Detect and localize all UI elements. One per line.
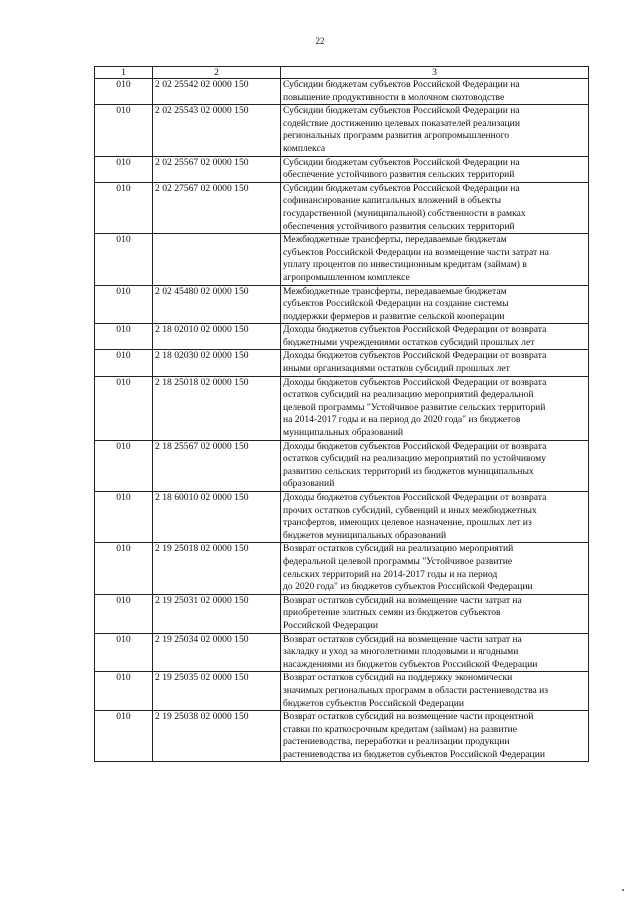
- revenue-name-line: софинансирование капитальных вложений в объекты: [283, 195, 502, 207]
- admin-code-cell: 010: [95, 376, 153, 440]
- revenue-name-line: региональных программ развития агропромышленного: [283, 130, 510, 142]
- revenue-name-line: федеральной целевой программы "Устойчивое развитие: [283, 555, 513, 567]
- revenue-name-line: развитию сельских территорий из бюджетов муниципальных: [283, 465, 534, 477]
- table-body: [95, 79, 589, 762]
- revenue-name-line: Субсидии бюджетам субъектов Российской Федерации на: [283, 156, 520, 168]
- revenue-name-line: трансфертов, имеющих целевое назначение, прошлых лет из: [283, 517, 532, 529]
- revenue-name-line: бюджетными учреждениями остатков субсидий прошлых лет: [283, 336, 535, 348]
- table-row: [95, 492, 589, 543]
- table-row: [95, 672, 589, 711]
- revenue-name-line: сельских территорий на 2014-2017 годы и на период: [283, 568, 498, 580]
- revenue-name-cell: [281, 543, 589, 594]
- revenue-name-line: обеспечение устойчивого развития сельских территорий: [283, 169, 515, 181]
- admin-code-cell: 010: [95, 234, 153, 285]
- revenue-name-cell: [281, 79, 589, 105]
- table-row: [95, 105, 589, 156]
- table-row: [95, 156, 589, 182]
- revenue-name-line: государственной (муниципальной) собственности в рамках: [283, 207, 526, 219]
- revenue-name-line: Доходы бюджетов субъектов Российской Федерации от возврата: [283, 492, 547, 503]
- revenue-name-line: бюджетов субъектов Российской Федерации: [283, 697, 464, 709]
- revenue-name-line: Возврат остатков субсидий на возмещение части затрат на: [283, 594, 522, 606]
- scan-mark: [622, 889, 624, 891]
- revenue-name-cell: [281, 711, 589, 762]
- revenue-name-cell: [281, 234, 589, 285]
- revenue-name-line: уплату процентов по инвестиционным кредитам (займам) в: [283, 259, 527, 271]
- revenue-name-cell: [281, 324, 589, 350]
- column-header-1: 1: [95, 67, 153, 79]
- revenue-name-line: прочих остатков субсидий, субвенций и иных межбюджетных: [283, 504, 537, 516]
- revenue-name-line: до 2020 года" из бюджетов субъектов Российской Федерации: [283, 581, 533, 593]
- revenue-name-line: поддержки фермеров и развитие сельской кооперации: [283, 310, 505, 322]
- admin-code-cell: 010: [95, 285, 153, 324]
- admin-code-cell: 010: [95, 594, 153, 633]
- admin-code-cell: 010: [95, 79, 153, 105]
- revenue-name-line: Субсидии бюджетам субъектов Российской Федерации на: [283, 79, 520, 90]
- revenue-name-line: Субсидии бюджетам субъектов Российской Федерации на: [283, 105, 520, 117]
- revenue-name-cell: [281, 350, 589, 376]
- revenue-name-line: на 2014-2017 годы и на период до 2020 года" из бюджетов: [283, 414, 521, 426]
- table-row: [95, 376, 589, 440]
- table-row: [95, 234, 589, 285]
- budget-code-cell: 2 18 25018 02 0000 150: [153, 376, 281, 440]
- revenue-name-line: Межбюджетные трансферты, передаваемые бюджетам: [283, 234, 507, 246]
- revenue-name-cell: [281, 105, 589, 156]
- revenue-name-cell: [281, 376, 589, 440]
- admin-code-cell: 010: [95, 492, 153, 543]
- revenue-name-line: комплекса: [283, 142, 326, 154]
- revenue-name-cell: [281, 633, 589, 672]
- revenue-name-line: Возврат остатков субсидий на возмещение части затрат на: [283, 633, 522, 645]
- column-header-2: 2: [153, 67, 281, 79]
- table-row: [95, 543, 589, 594]
- budget-code-cell: 2 19 25035 02 0000 150: [153, 672, 281, 711]
- revenue-name-line: остатков субсидий на реализацию мероприятий федеральной: [283, 389, 534, 401]
- revenue-name-line: Доходы бюджетов субъектов Российской Федерации от возврата: [283, 440, 547, 452]
- column-header-3: 3: [281, 67, 589, 79]
- revenue-name-line: муниципальных образований: [283, 427, 404, 439]
- admin-code-cell: 010: [95, 711, 153, 762]
- table-row: [95, 350, 589, 376]
- budget-code-cell: 2 19 25034 02 0000 150: [153, 633, 281, 672]
- revenue-name-cell: [281, 440, 589, 491]
- revenue-name-line: остатков субсидий на реализацию мероприятий по устойчивому: [283, 453, 546, 465]
- table-row: [95, 594, 589, 633]
- table-row: [95, 633, 589, 672]
- revenue-name-line: значимых региональных программ в области растениеводства из: [283, 684, 549, 696]
- admin-code-cell: 010: [95, 672, 153, 711]
- revenue-name-line: агропромышленном комплексе: [283, 271, 410, 283]
- revenue-name-cell: [281, 492, 589, 543]
- revenue-name-line: иными организациями остатков субсидий прошлых лет: [283, 363, 510, 375]
- revenue-name-line: содействие достижению целевых показателей реализации: [283, 117, 520, 129]
- admin-code-cell: 010: [95, 156, 153, 182]
- revenue-name-cell: [281, 285, 589, 324]
- table-header-row: [95, 67, 589, 79]
- revenue-name-line: Доходы бюджетов субъектов Российской Федерации от возврата: [283, 350, 547, 362]
- table-row: [95, 324, 589, 350]
- revenue-name-line: закладку и уход за многолетними плодовыми и ягодными: [283, 646, 519, 658]
- admin-code-cell: 010: [95, 440, 153, 491]
- admin-code-cell: 010: [95, 543, 153, 594]
- budget-code-cell: 2 19 25018 02 0000 150: [153, 543, 281, 594]
- revenue-name-line: Российской Федерации: [283, 619, 378, 631]
- revenue-name-line: бюджетов муниципальных образований: [283, 529, 447, 541]
- budget-code-cell: 2 18 02030 02 0000 150: [153, 350, 281, 376]
- budget-code-cell: 2 19 25038 02 0000 150: [153, 711, 281, 762]
- revenue-name-cell: [281, 594, 589, 633]
- budget-code-cell: 2 02 25567 02 0000 150: [153, 156, 281, 182]
- revenue-name-cell: [281, 672, 589, 711]
- revenue-name-line: Доходы бюджетов субъектов Российской Федерации от возврата: [283, 376, 547, 388]
- table-row: [95, 79, 589, 105]
- revenue-name-line: Субсидии бюджетам субъектов Российской Федерации на: [283, 182, 520, 194]
- budget-code-cell: 2 02 45480 02 0000 150: [153, 285, 281, 324]
- budget-code-cell: 2 02 27567 02 0000 150: [153, 182, 281, 233]
- revenue-name-line: образований: [283, 478, 335, 490]
- table-row: [95, 711, 589, 762]
- admin-code-cell: 010: [95, 324, 153, 350]
- admin-code-cell: 010: [95, 350, 153, 376]
- revenue-name-line: приобретение элитных семян из бюджетов субъектов: [283, 607, 501, 619]
- revenue-name-line: растениеводства, переработки и реализации продукции: [283, 736, 510, 748]
- budget-code-cell: [153, 234, 281, 285]
- revenue-name-line: ставки по краткосрочным кредитам (займам) на развитие: [283, 723, 518, 735]
- revenue-name-line: обеспечения устойчивого развития сельских территорий: [283, 220, 515, 232]
- page-number: 22: [315, 36, 325, 46]
- revenue-name-cell: [281, 182, 589, 233]
- revenue-name-line: Возврат остатков субсидий на возмещение части процентной: [283, 711, 534, 723]
- budget-code-cell: 2 02 25542 02 0000 150: [153, 79, 281, 105]
- admin-code-cell: 010: [95, 182, 153, 233]
- revenue-name-line: Возврат остатков субсидий на реализацию мероприятий: [283, 543, 514, 555]
- revenue-name-line: повышение продуктивности в молочном скотоводстве: [283, 91, 505, 103]
- revenue-classification-table: [94, 66, 589, 762]
- revenue-name-line: Возврат остатков субсидий на поддержку экономически: [283, 672, 513, 684]
- admin-code-cell: 010: [95, 105, 153, 156]
- budget-code-cell: 2 19 25031 02 0000 150: [153, 594, 281, 633]
- admin-code-cell: 010: [95, 633, 153, 672]
- budget-code-cell: 2 02 25543 02 0000 150: [153, 105, 281, 156]
- revenue-name-line: субъектов Российской Федерации на возмещение части затрат на: [283, 246, 549, 258]
- budget-code-cell: 2 18 25567 02 0000 150: [153, 440, 281, 491]
- table-row: [95, 285, 589, 324]
- budget-code-cell: 2 18 02010 02 0000 150: [153, 324, 281, 350]
- table-row: [95, 182, 589, 233]
- table-row: [95, 440, 589, 491]
- revenue-name-line: целевой программы "Устойчивое развитие сельских территорий: [283, 401, 546, 413]
- revenue-name-line: Доходы бюджетов субъектов Российской Федерации от возврата: [283, 324, 547, 336]
- revenue-name-line: Межбюджетные трансферты, передаваемые бюджетам: [283, 285, 507, 297]
- revenue-name-cell: [281, 156, 589, 182]
- revenue-name-line: растениеводства из бюджетов субъектов Российской Федерации: [283, 748, 545, 760]
- budget-code-cell: 2 18 60010 02 0000 150: [153, 492, 281, 543]
- revenue-name-line: субъектов Российской Федерации на создание системы: [283, 298, 509, 310]
- revenue-name-line: насаждениями из бюджетов субъектов Российской Федерации: [283, 658, 538, 670]
